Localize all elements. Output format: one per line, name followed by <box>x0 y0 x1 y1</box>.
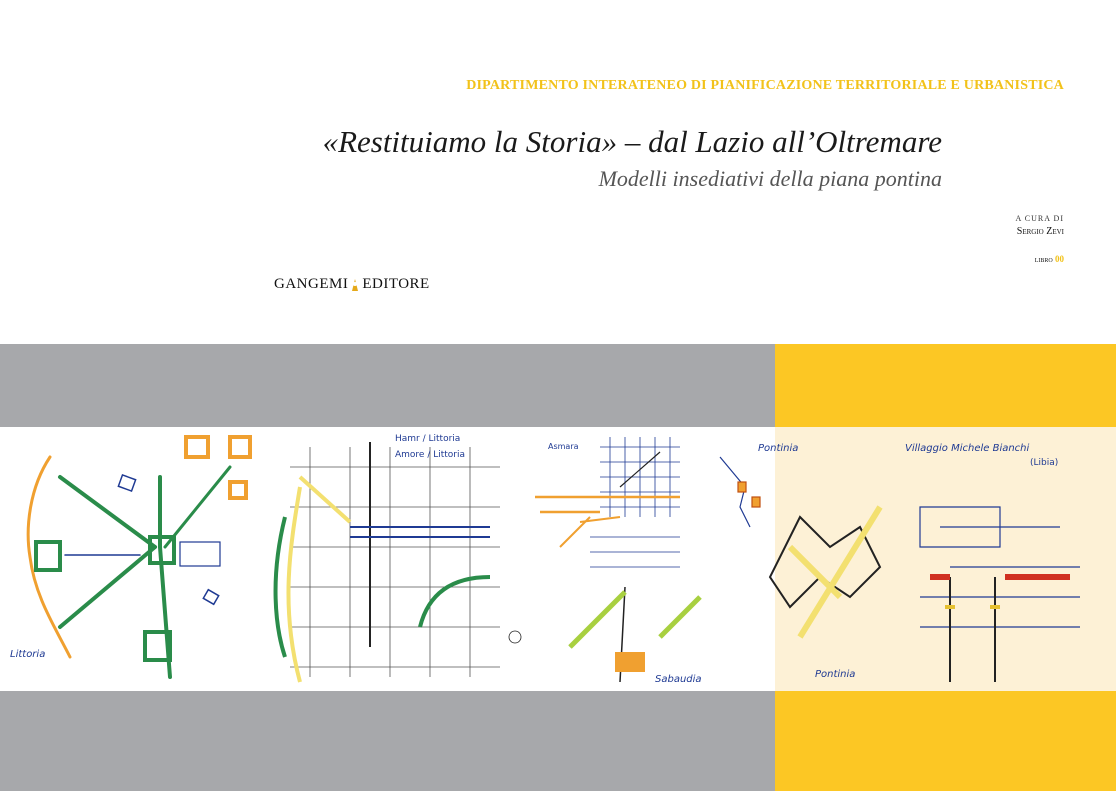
sketch-strip <box>0 427 1116 691</box>
cover-band-top-yellow <box>775 344 1116 427</box>
label-asmara: Asmara <box>548 442 579 451</box>
curator-label: A CURA DI <box>1015 214 1064 223</box>
book-number: 00 <box>1055 254 1064 264</box>
label-pontinia-bottom: Pontinia <box>815 669 856 680</box>
publisher-logo <box>274 276 430 293</box>
book-title: «Restituiamo la Storia» – dal Lazio all’Oltremare <box>322 124 942 159</box>
cover-band-bottom-yellow <box>775 691 1116 791</box>
publisher-name-right: EDITORE <box>362 276 430 292</box>
curator-name: Sergio Zevi <box>1016 226 1064 237</box>
book-number-line <box>1035 254 1064 264</box>
publisher-name-left: GANGEMI <box>274 276 349 292</box>
cover-band-bottom-grey <box>0 691 775 791</box>
label-amore: Amore / Littoria <box>395 450 466 460</box>
cover-band-top-grey <box>0 344 775 427</box>
label-littoria: Littoria <box>10 649 46 660</box>
label-pontinia-top: Pontinia <box>758 443 799 454</box>
book-subtitle: Modelli insediativi della piana pontina <box>598 166 942 191</box>
label-hamr: Hamr / Littoria <box>395 434 461 444</box>
label-villaggio: Villaggio Michele Bianchi <box>905 443 1030 454</box>
label-sabaudia: Sabaudia <box>655 674 702 685</box>
department-heading: DIPARTIMENTO INTERATENEO DI PIANIFICAZIONE TERRITORIALE E URBANISTICA <box>466 78 1064 93</box>
publisher-emblem-icon <box>350 278 360 292</box>
book-label: libro <box>1034 254 1053 264</box>
label-villaggio-sub: (Libia) <box>1030 458 1059 468</box>
